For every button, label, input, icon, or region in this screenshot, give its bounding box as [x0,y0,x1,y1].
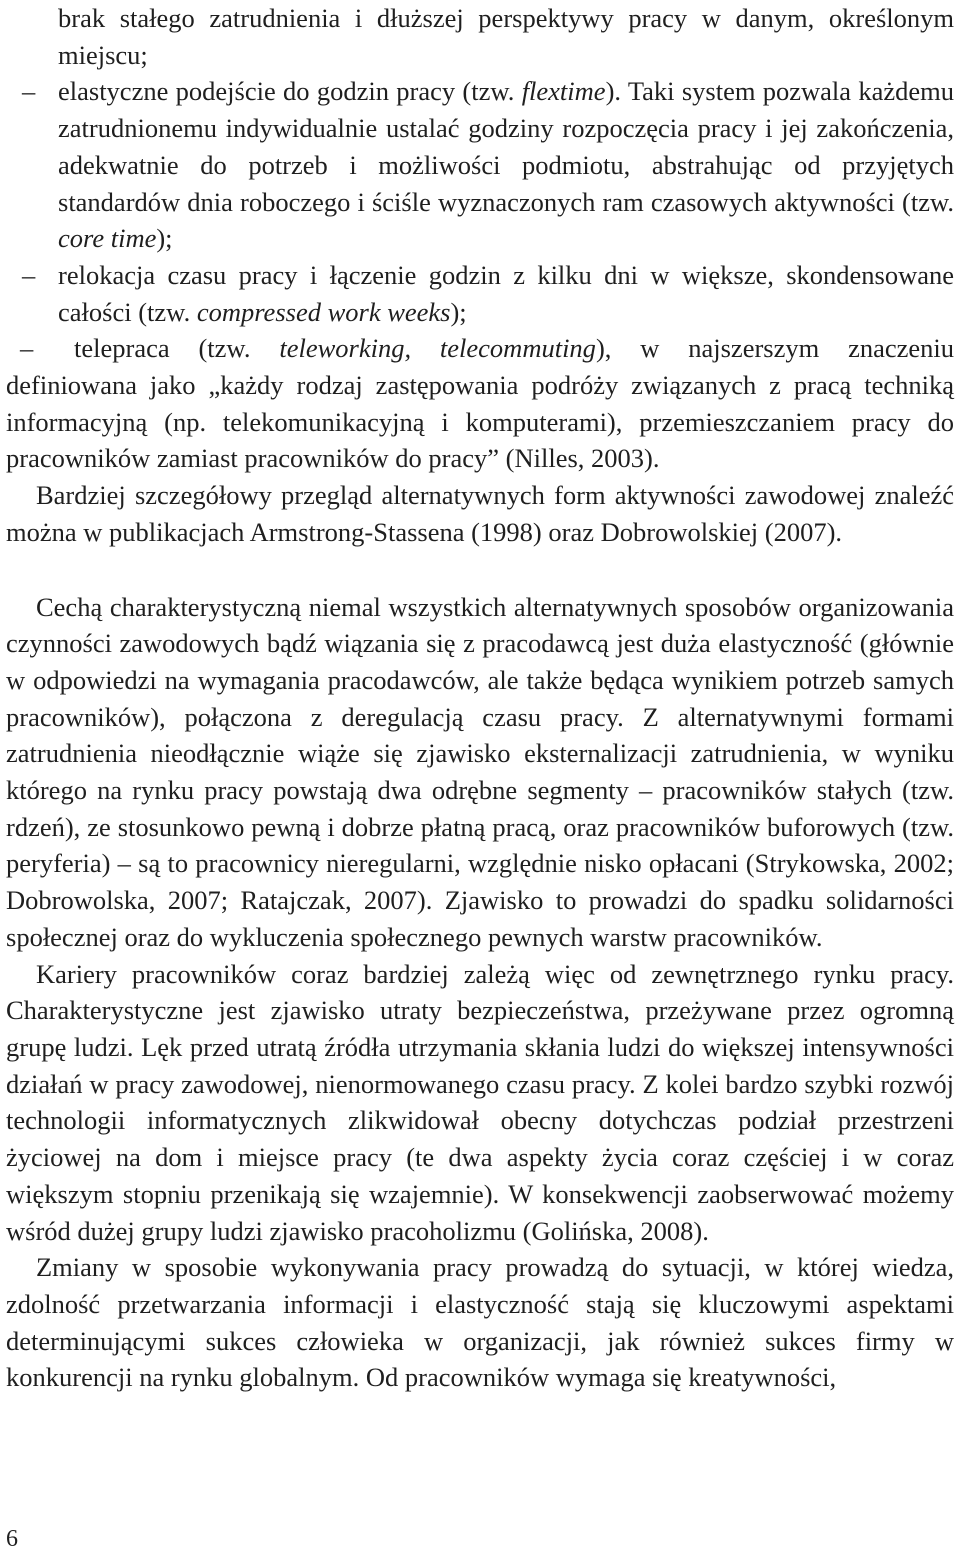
paragraph-careers: Kariery pracowników coraz bardziej zależą więc od zewnętrznego rynku pracy. Charakterystyczne jest zjawisko utraty bezpieczeństwa, przeżywane przez ogromną grupę ludzi. Lęk przed utratą źródła utrzymania skłania ludzi do większej intensywności działań w pracy zawodowej, nienormowanego czasu pracy. Z kolei bardzo szybki rozwój technologii informatycznych zlikwidował obecny dotychczas podział przestrzeni życiowej na dom i miejsce pracy (te dwa aspekty życia coraz częściej i w coraz większym stopniu przenikają się wzajemnie). W konsekwencji zaobserwować możemy wśród dużej grupy ludzi zjawisko pracoholizmu (Golińska, 2008). [6,958,954,1246]
list-item-text: relokacja czasu pracy i łączenie godzin z kilku dni w większe, skondensowane całości (tzw. [58,259,954,327]
list-dash: – [20,333,34,364]
list-item-text-end: ); [156,223,173,254]
term-core-time: core time [58,223,157,254]
term-teleworking: teleworking, telecommuting [279,333,596,364]
list-dash: – [22,76,36,107]
document-page [6,0,954,1396]
paragraph-review-reference: Bardziej szczegółowy przegląd alternatywnych form aktywności zawodowej znaleźć można w publikacjach Armstrong-Stassena (1998) oraz Dobrowolskiej (2007). [6,480,954,547]
page-number: 6 [6,1526,18,1552]
paragraph-changes-in-work: Zmiany w sposobie wykonywania pracy prowadzą do sytuacji, w której wiedza, zdolność przetwarzania informacji i elastyczność stają się kluczowymi aspektami determinującymi sukces człowieka w organizacji, jak również sukces firmy w konkurencji na rynku globalnym. Od pracowników wymaga się kreatywności, [6,1252,954,1393]
paragraph-flexibility: Cechą charakterystyczną niemal wszystkich alternatywnych sposobów organizowania czynności zawodowych bądź wiązania się z pracodawcą jest duża elastyczność (głównie w odpowiedzi na wymagania pracodawców, ale także będąca wynikiem potrzeb samych pracowników), połączona z deregulacją czasu pracy. Z alternatywnymi formami zatrudnienia nieodłącznie wiąże się zjawisko eksternalizacji zatrudnienia, w wyniku którego na rynku pracy powstają dwa odrębne segmenty – pracowników stałych (tzw. rdzeń), ze stosunkowo pewną i dobrze płatną pracą, oraz pracowników buforowych (tzw. peryferia) – są to pracownicy nieregularni, względnie nisko opłacani (Strykowska, 2002; Dobrowolska, 2007; Ratajczak, 2007). Zjawisko to prowadzi do spadku solidarności społecznej oraz do wykluczenia społecznego pewnych warstw pracowników. [6,591,954,952]
list-item-text-continued: ). Taki system pozwala każdemu zatrudnionemu indywidualnie ustalać godziny rozpoczęcia pracy i jej zakończenia, adekwatnie do potrzeb i możliwości podmiotu, abstrahując od przyjętych standardów dnia roboczego i ściśle wyznaczonych ram czasowych aktywności (tzw. [58,76,954,217]
term-compressed-work-weeks: compressed work weeks [196,296,451,327]
list-item-telework [6,330,954,477]
term-flextime: flextime [521,76,606,107]
list-dash: – [22,259,36,290]
list-item-text: brak stałego zatrudnienia i dłuższej perspektywy pracy w danym, określonym miejscu; [58,3,954,70]
list-item-text: elastyczne podejście do godzin pracy (tzw. [58,76,522,107]
paragraph-gap [6,551,954,589]
list-item-text-end: ), w najszerszym znaczeniu definiowana jako „każdy rodzaj zastępowania podróży związanych z pracą techniką informacyjną (np. telekomunikacyjną i komputerami), przemieszczaniem pracy do pracowników zamiast pracowników do pracy” (Nilles, 2003). [6,333,954,474]
list-item-no-stable-employment [6,0,954,73]
list-item-flextime [6,73,954,257]
list-item-text: telepraca (tzw. [74,333,280,364]
list-item-text-end: ); [450,296,467,327]
list-item-compressed-work-weeks [6,257,954,330]
